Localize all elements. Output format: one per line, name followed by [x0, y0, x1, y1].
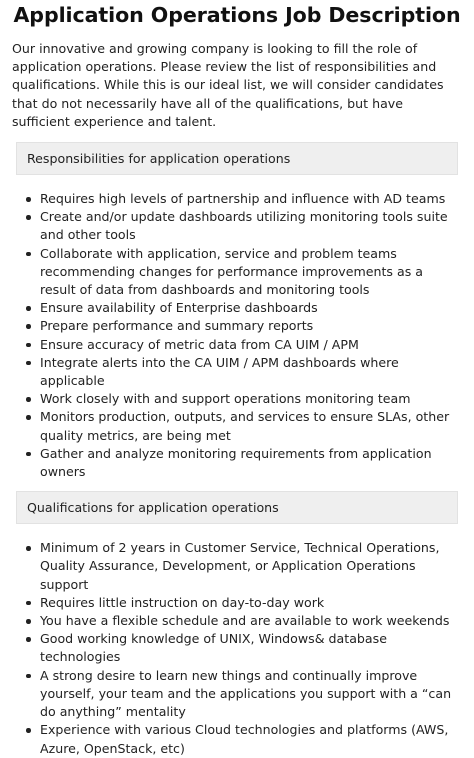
responsibility-item: Gather and analyze monitoring requirements from application owners	[12, 445, 462, 481]
qualification-item: Experience with various Cloud technologies and platforms (AWS, Azure, OpenStack, etc)	[12, 721, 462, 757]
intro-paragraph: Our innovative and growing company is looking to fill the role of application operations. Please review the list of responsibilities and qualifications. While this is our ideal list, we will consider candidates that do not necessarily have all of the qualifications, but have sufficient experience and talent.	[12, 41, 444, 129]
qualification-item: You have a flexible schedule and are available to work weekends	[12, 612, 462, 630]
responsibilities-header: Responsibilities for application operations	[16, 142, 458, 175]
responsibility-item: Work closely with and support operations monitoring team	[12, 390, 462, 408]
responsibility-item: Create and/or update dashboards utilizing monitoring tools suite and other tools	[12, 208, 462, 244]
responsibilities-list	[12, 190, 462, 481]
qualification-item: Requires little instruction on day-to-day work	[12, 594, 462, 612]
responsibility-item: Monitors production, outputs, and services to ensure SLAs, other quality metrics, are being met	[12, 408, 462, 444]
responsibility-item: Prepare performance and summary reports	[12, 317, 462, 335]
responsibility-item: Requires high levels of partnership and influence with AD teams	[12, 190, 462, 208]
responsibility-item: Integrate alerts into the CA UIM / APM dashboards where applicable	[12, 354, 462, 390]
responsibility-item: Collaborate with application, service and problem teams recommending changes for performance improvements as a result of data from dashboards and monitoring tools	[12, 245, 462, 300]
page-title: Application Operations Job Description	[13, 3, 461, 27]
responsibility-item: Ensure accuracy of metric data from CA UIM / APM	[12, 336, 462, 354]
responsibility-item: Ensure availability of Enterprise dashboards	[12, 299, 462, 317]
qualifications-header: Qualifications for application operations	[16, 491, 458, 524]
qualification-item: Good working knowledge of UNIX, Windows& database technologies	[12, 630, 462, 666]
qualification-item: Minimum of 2 years in Customer Service, Technical Operations, Quality Assurance, Development, or Application Operations support	[12, 539, 462, 594]
qualifications-list	[12, 539, 462, 757]
qualification-item: A strong desire to learn new things and continually improve yourself, your team and the applications you support with a “can do anything” mentality	[12, 667, 462, 722]
